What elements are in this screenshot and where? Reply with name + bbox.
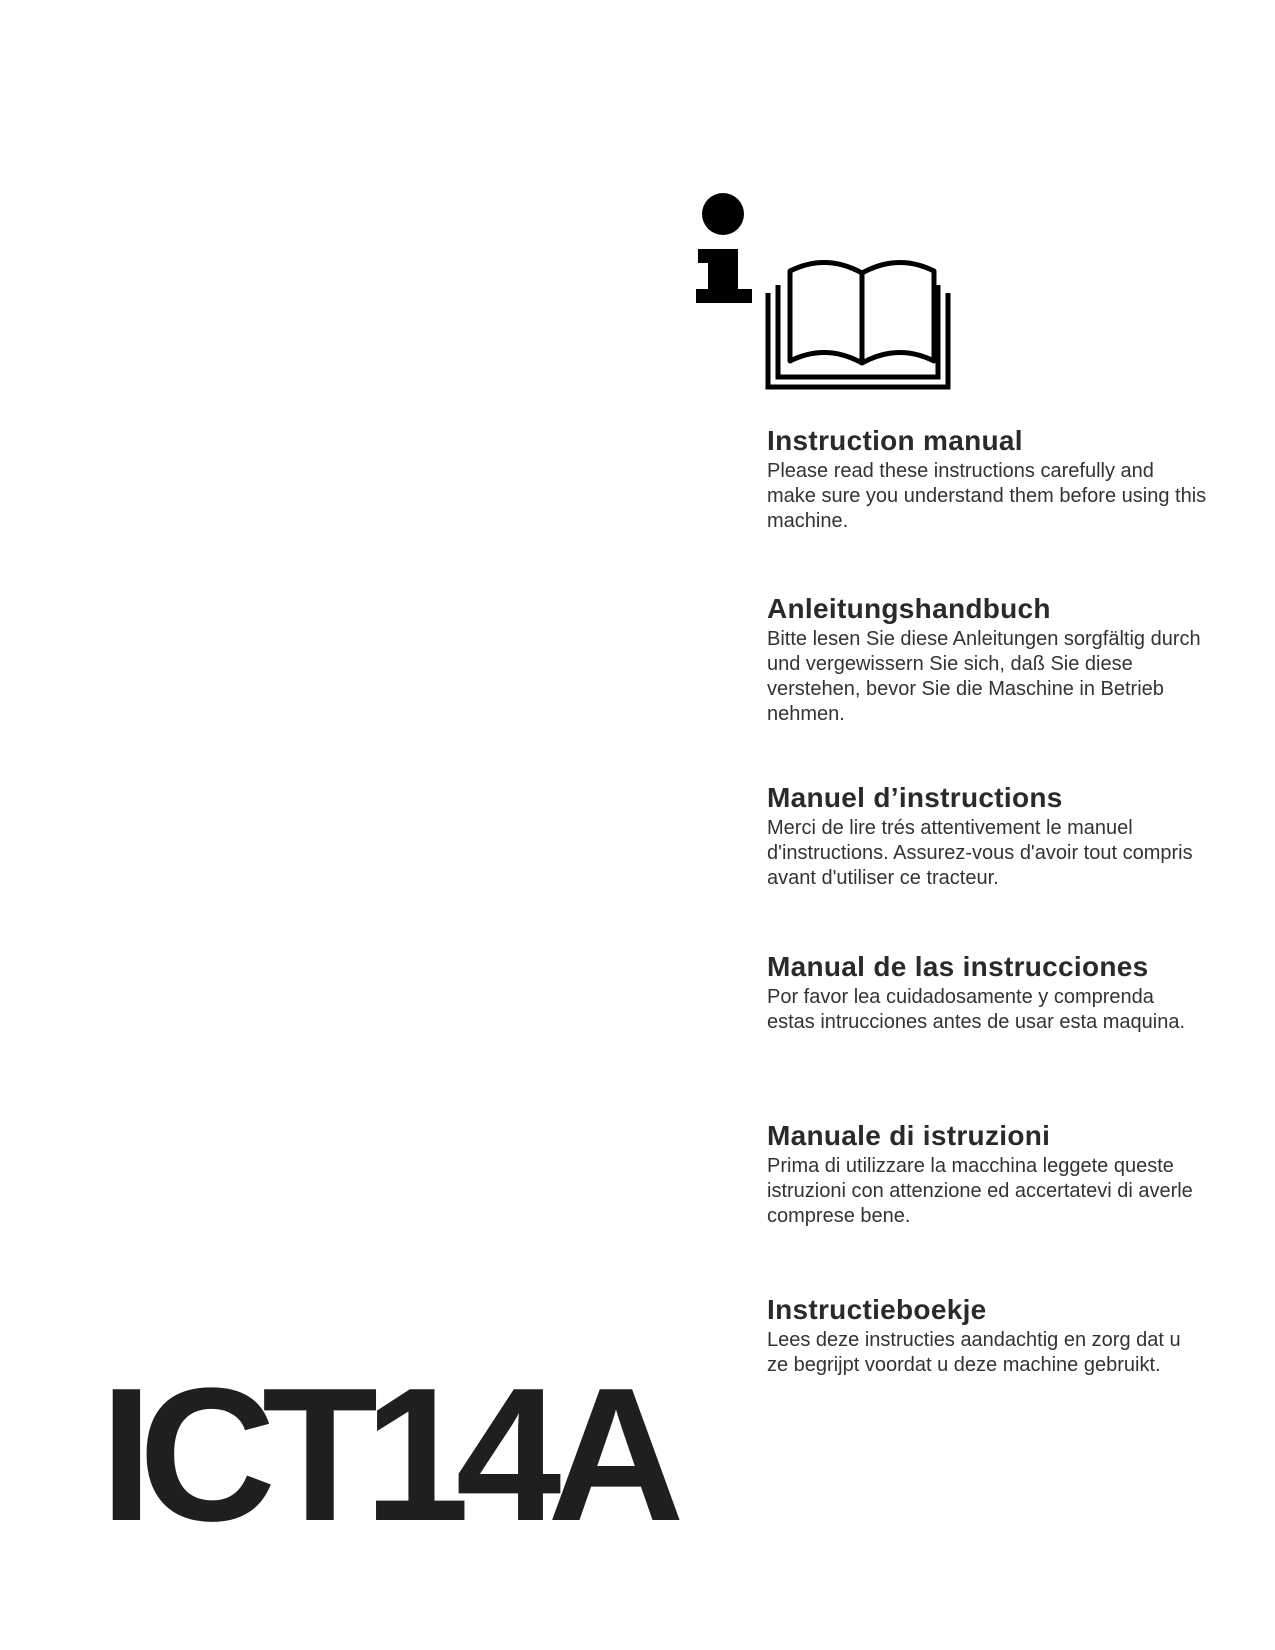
model-code: ICT14A bbox=[100, 1349, 671, 1561]
section-body: Merci de lire trés attentivement le manuel d'instructions. Assurez-vous d'avoir tout compris avant d'utiliser ce tracteur. bbox=[767, 817, 1193, 889]
section-title: Instruction manual bbox=[767, 425, 1023, 456]
section-italian bbox=[767, 1120, 1207, 1229]
section-title: Manuel d’instructions bbox=[767, 782, 1063, 813]
section-title: Manual de las instrucciones bbox=[767, 951, 1149, 982]
section-title: Manuale di istruzioni bbox=[767, 1120, 1051, 1151]
section-spanish bbox=[767, 951, 1207, 1035]
section-title: Anleitungshandbuch bbox=[767, 593, 1051, 624]
section-body: Por favor lea cuidadosamente y comprenda estas intrucciones antes de usar esta maquina. bbox=[767, 986, 1186, 1033]
section-title: Instructieboekje bbox=[767, 1294, 987, 1325]
section-german bbox=[767, 593, 1207, 727]
section-dutch bbox=[767, 1294, 1207, 1378]
section-body: Prima di utilizzare la macchina leggete queste istruzioni con attenzione ed accertatevi di averle comprese bene. bbox=[767, 1155, 1193, 1227]
info-book-icon bbox=[696, 193, 956, 398]
section-body: Lees deze instructies aandachtig en zorg dat u ze begrijpt voordat u deze machine gebruikt. bbox=[767, 1329, 1181, 1376]
section-body: Bitte lesen Sie diese Anleitungen sorgfältig durch und vergewissern Sie sich, daß Sie diese verstehen, bevor Sie die Maschine in Betrieb nehmen. bbox=[767, 628, 1201, 725]
section-french bbox=[767, 782, 1207, 891]
section-body: Please read these instructions carefully and make sure you understand them before using this machine. bbox=[767, 460, 1207, 532]
section-english bbox=[767, 425, 1207, 534]
